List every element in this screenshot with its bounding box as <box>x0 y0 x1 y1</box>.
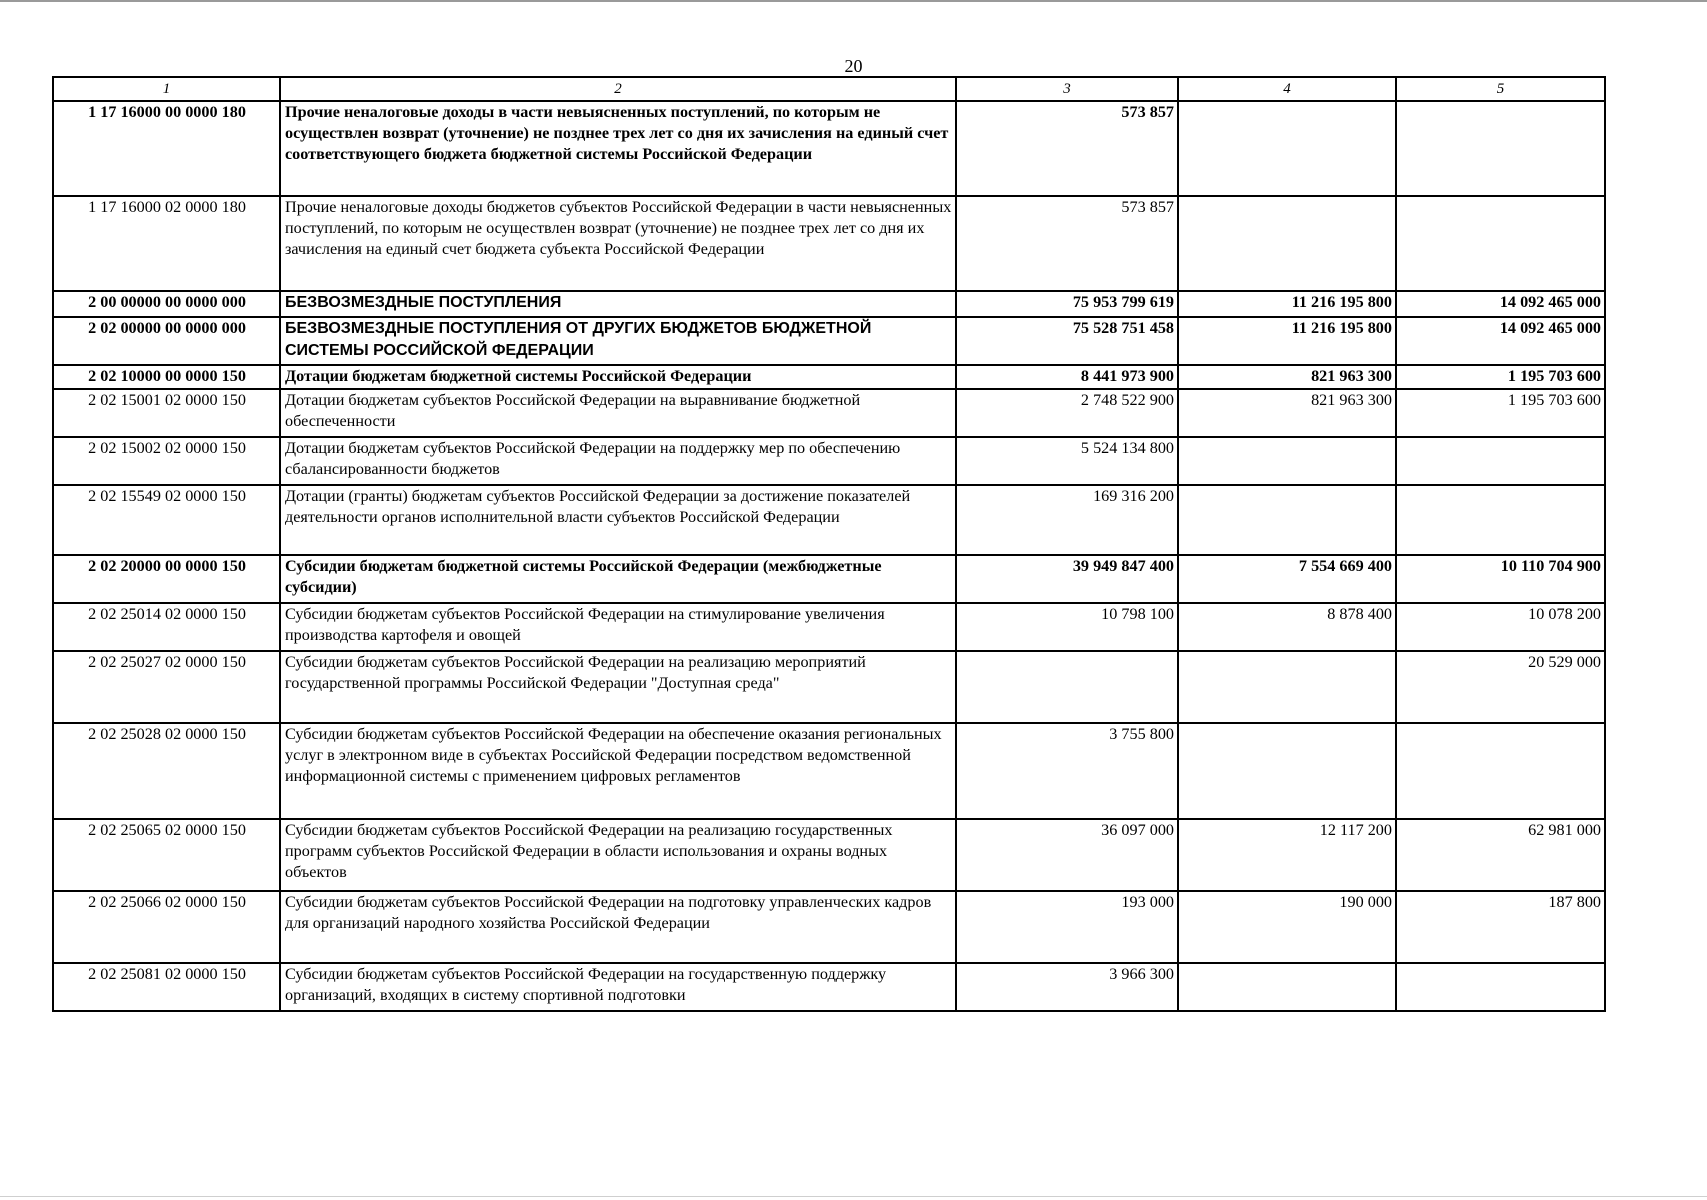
table-row <box>53 317 1605 365</box>
amount-col4-cell: 7 554 669 400 <box>1178 555 1396 603</box>
table-row <box>53 651 1605 723</box>
table-row <box>53 389 1605 437</box>
amount-col5-cell <box>1396 485 1605 555</box>
budget-code-cell: 2 02 00000 00 0000 000 <box>53 317 280 365</box>
amount-col4-cell <box>1178 101 1396 196</box>
amount-col5-cell: 10 110 704 900 <box>1396 555 1605 603</box>
amount-col5-cell: 14 092 465 000 <box>1396 291 1605 317</box>
budget-code-cell: 2 02 15549 02 0000 150 <box>53 485 280 555</box>
amount-col4-cell: 190 000 <box>1178 891 1396 963</box>
amount-col3-cell <box>956 651 1178 723</box>
amount-col3-cell: 2 748 522 900 <box>956 389 1178 437</box>
table-row <box>53 196 1605 291</box>
amount-col5-cell <box>1396 437 1605 485</box>
budget-code-cell: 1 17 16000 02 0000 180 <box>53 196 280 291</box>
revenue-name-cell: Субсидии бюджетам субъектов Российской Федерации на реализацию мероприятий государственной программы Российской Федерации "Доступная среда" <box>280 651 956 723</box>
column-header-2: 2 <box>280 77 956 101</box>
amount-col4-cell: 8 878 400 <box>1178 603 1396 651</box>
budget-code-cell: 2 00 00000 00 0000 000 <box>53 291 280 317</box>
table-row <box>53 723 1605 819</box>
budget-code-cell: 2 02 15002 02 0000 150 <box>53 437 280 485</box>
revenue-name-cell: Субсидии бюджетам субъектов Российской Федерации на обеспечение оказания региональных услуг в электронном виде в субъектах Российской Федерации посредством ведомственной информационной системы с применением цифровых регламентов <box>280 723 956 819</box>
table-row <box>53 891 1605 963</box>
amount-col4-cell: 11 216 195 800 <box>1178 317 1396 365</box>
top-scan-edge <box>0 0 1707 2</box>
amount-col5-cell: 14 092 465 000 <box>1396 317 1605 365</box>
amount-col3-cell: 573 857 <box>956 101 1178 196</box>
column-header-1: 1 <box>53 77 280 101</box>
budget-code-cell: 1 17 16000 00 0000 180 <box>53 101 280 196</box>
column-header-3: 3 <box>956 77 1178 101</box>
amount-col4-cell: 12 117 200 <box>1178 819 1396 891</box>
table-row <box>53 485 1605 555</box>
table-row <box>53 555 1605 603</box>
amount-col4-cell: 821 963 300 <box>1178 389 1396 437</box>
budget-revenue-table <box>52 76 1606 1012</box>
amount-col3-cell: 3 755 800 <box>956 723 1178 819</box>
amount-col5-cell <box>1396 101 1605 196</box>
amount-col5-cell <box>1396 196 1605 291</box>
amount-col4-cell <box>1178 651 1396 723</box>
budget-code-cell: 2 02 20000 00 0000 150 <box>53 555 280 603</box>
table-row <box>53 365 1605 389</box>
amount-col3-cell: 169 316 200 <box>956 485 1178 555</box>
table-row <box>53 291 1605 317</box>
revenue-name-cell: Субсидии бюджетам бюджетной системы Российской Федерации (межбюджетные субсидии) <box>280 555 956 603</box>
revenue-name-cell: Прочие неналоговые доходы бюджетов субъектов Российской Федерации в части невыясненных поступлений, по которым не осуществлен возврат (уточнение) не позднее трех лет со дня их зачисления на единый счет бюджета субъекта Российской Федерации <box>280 196 956 291</box>
amount-col4-cell <box>1178 963 1396 1011</box>
amount-col4-cell: 821 963 300 <box>1178 365 1396 389</box>
amount-col5-cell: 1 195 703 600 <box>1396 365 1605 389</box>
budget-code-cell: 2 02 10000 00 0000 150 <box>53 365 280 389</box>
amount-col5-cell: 187 800 <box>1396 891 1605 963</box>
amount-col3-cell: 8 441 973 900 <box>956 365 1178 389</box>
budget-code-cell: 2 02 25065 02 0000 150 <box>53 819 280 891</box>
amount-col4-cell <box>1178 485 1396 555</box>
page-number: 20 <box>844 56 863 76</box>
amount-col3-cell: 39 949 847 400 <box>956 555 1178 603</box>
budget-code-cell: 2 02 25081 02 0000 150 <box>53 963 280 1011</box>
budget-code-cell: 2 02 25066 02 0000 150 <box>53 891 280 963</box>
amount-col5-cell: 62 981 000 <box>1396 819 1605 891</box>
table-row <box>53 603 1605 651</box>
amount-col4-cell <box>1178 437 1396 485</box>
budget-code-cell: 2 02 25027 02 0000 150 <box>53 651 280 723</box>
revenue-name-cell: БЕЗВОЗМЕЗДНЫЕ ПОСТУПЛЕНИЯ <box>280 291 956 317</box>
amount-col3-cell: 573 857 <box>956 196 1178 291</box>
amount-col4-cell <box>1178 196 1396 291</box>
revenue-name-cell: Субсидии бюджетам субъектов Российской Федерации на подготовку управленческих кадров для организаций народного хозяйства Российской Федерации <box>280 891 956 963</box>
column-header-4: 4 <box>1178 77 1396 101</box>
revenue-name-cell: Дотации бюджетам бюджетной системы Российской Федерации <box>280 365 956 389</box>
budget-code-cell: 2 02 15001 02 0000 150 <box>53 389 280 437</box>
amount-col4-cell: 11 216 195 800 <box>1178 291 1396 317</box>
amount-col3-cell: 36 097 000 <box>956 819 1178 891</box>
amount-col5-cell <box>1396 963 1605 1011</box>
amount-col3-cell: 75 528 751 458 <box>956 317 1178 365</box>
amount-col5-cell: 1 195 703 600 <box>1396 389 1605 437</box>
amount-col3-cell: 5 524 134 800 <box>956 437 1178 485</box>
revenue-name-cell: Дотации бюджетам субъектов Российской Федерации на поддержку мер по обеспечению сбалансированности бюджетов <box>280 437 956 485</box>
amount-col5-cell: 10 078 200 <box>1396 603 1605 651</box>
bottom-scan-edge <box>0 1196 1707 1197</box>
table-header-row <box>53 77 1605 101</box>
amount-col3-cell: 75 953 799 619 <box>956 291 1178 317</box>
budget-code-cell: 2 02 25028 02 0000 150 <box>53 723 280 819</box>
budget-code-cell: 2 02 25014 02 0000 150 <box>53 603 280 651</box>
revenue-name-cell: Субсидии бюджетам субъектов Российской Федерации на реализацию государственных программ субъектов Российской Федерации в области использования и охраны водных объектов <box>280 819 956 891</box>
revenue-name-cell: Субсидии бюджетам субъектов Российской Федерации на стимулирование увеличения производства картофеля и овощей <box>280 603 956 651</box>
amount-col3-cell: 3 966 300 <box>956 963 1178 1011</box>
revenue-name-cell: Дотации бюджетам субъектов Российской Федерации на выравнивание бюджетной обеспеченности <box>280 389 956 437</box>
amount-col3-cell: 193 000 <box>956 891 1178 963</box>
amount-col5-cell <box>1396 723 1605 819</box>
revenue-name-cell: БЕЗВОЗМЕЗДНЫЕ ПОСТУПЛЕНИЯ ОТ ДРУГИХ БЮДЖЕТОВ БЮДЖЕТНОЙ СИСТЕМЫ РОССИЙСКОЙ ФЕДЕРАЦИИ <box>280 317 956 365</box>
table-row <box>53 437 1605 485</box>
revenue-name-cell: Дотации (гранты) бюджетам субъектов Российской Федерации за достижение показателей деятельности органов исполнительной власти субъектов Российской Федерации <box>280 485 956 555</box>
table-row <box>53 101 1605 196</box>
column-header-5: 5 <box>1396 77 1605 101</box>
table-row <box>53 963 1605 1011</box>
table-row <box>53 819 1605 891</box>
amount-col5-cell: 20 529 000 <box>1396 651 1605 723</box>
revenue-name-cell: Прочие неналоговые доходы в части невыясненных поступлений, по которым не осуществлен возврат (уточнение) не позднее трех лет со дня их зачисления на единый счет соответствующего бюджета бюджетной системы Российской Федерации <box>280 101 956 196</box>
revenue-name-cell: Субсидии бюджетам субъектов Российской Федерации на государственную поддержку организаций, входящих в систему спортивной подготовки <box>280 963 956 1011</box>
amount-col3-cell: 10 798 100 <box>956 603 1178 651</box>
amount-col4-cell <box>1178 723 1396 819</box>
